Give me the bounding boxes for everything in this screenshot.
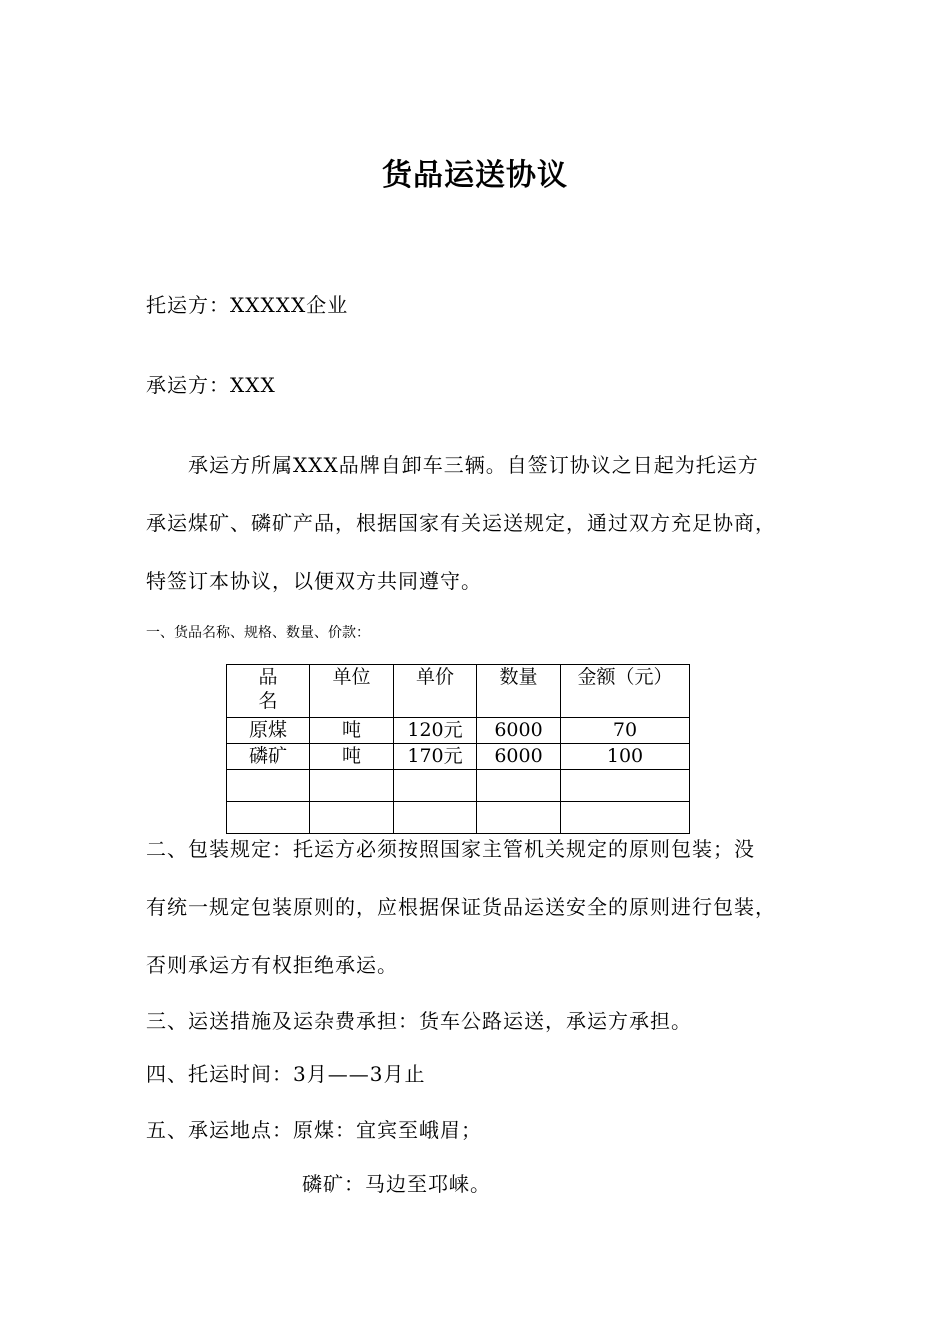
header-cell: 单价 xyxy=(394,665,477,718)
section-2-line-3: 否则承运方有权拒绝承运。 xyxy=(146,953,398,977)
table-cell xyxy=(394,770,477,802)
goods-table xyxy=(226,664,690,834)
header-name-label: 品名 xyxy=(258,666,278,712)
table-cell: 70 xyxy=(561,718,690,744)
table-cell xyxy=(310,770,394,802)
intro-line-3: 特签订本协议，以便双方共同遵守。 xyxy=(146,569,482,593)
header-cell: 数量 xyxy=(477,665,561,718)
intro-line-2: 承运煤矿、磷矿产品，根据国家有关运送规定，通过双方充足协商， xyxy=(146,511,776,535)
section-4-line: 四、托运时间：3月——3月止 xyxy=(146,1062,426,1086)
table-cell: 120元 xyxy=(394,718,477,744)
document-title: 货品运送协议 xyxy=(382,158,568,193)
section-5-line-2: 磷矿：马边至邛崃。 xyxy=(302,1172,491,1196)
section-2-line-1: 二、包装规定：托运方必须按照国家主管机关规定的原则包装；没 xyxy=(146,837,755,861)
table-cell xyxy=(394,802,477,834)
table-cell xyxy=(227,802,310,834)
table-row xyxy=(227,718,690,744)
table-cell: 原煤 xyxy=(227,718,310,744)
header-cell xyxy=(227,665,310,718)
table-cell: 6000 xyxy=(477,744,561,770)
header-cell: 单位 xyxy=(310,665,394,718)
section-1-heading: 一、货品名称、规格、数量、价款： xyxy=(146,625,370,641)
section-3-line: 三、运送措施及运杂费承担：货车公路运送，承运方承担。 xyxy=(146,1009,692,1033)
carrier-line: 承运方：XXX xyxy=(146,373,276,397)
table-cell xyxy=(477,770,561,802)
header-cell: 金额（元） xyxy=(561,665,690,718)
table-cell: 6000 xyxy=(477,718,561,744)
table-cell: 吨 xyxy=(310,744,394,770)
table-cell xyxy=(477,802,561,834)
table-cell xyxy=(227,770,310,802)
table-header-row xyxy=(227,665,690,718)
table-row xyxy=(227,802,690,834)
table-cell xyxy=(310,802,394,834)
table-cell xyxy=(561,802,690,834)
table-cell: 170元 xyxy=(394,744,477,770)
table-cell: 100 xyxy=(561,744,690,770)
shipper-line: 托运方：XXXXX企业 xyxy=(146,293,349,317)
table-cell: 磷矿 xyxy=(227,744,310,770)
intro-line-1: 承运方所属XXX品牌自卸车三辆。自签订协议之日起为托运方 xyxy=(188,453,759,477)
table-row xyxy=(227,744,690,770)
table-cell: 吨 xyxy=(310,718,394,744)
table-row xyxy=(227,770,690,802)
section-5-line-1: 五、承运地点：原煤：宜宾至峨眉； xyxy=(146,1118,482,1142)
section-2-line-2: 有统一规定包装原则的，应根据保证货品运送安全的原则进行包装， xyxy=(146,895,776,919)
table-cell xyxy=(561,770,690,802)
